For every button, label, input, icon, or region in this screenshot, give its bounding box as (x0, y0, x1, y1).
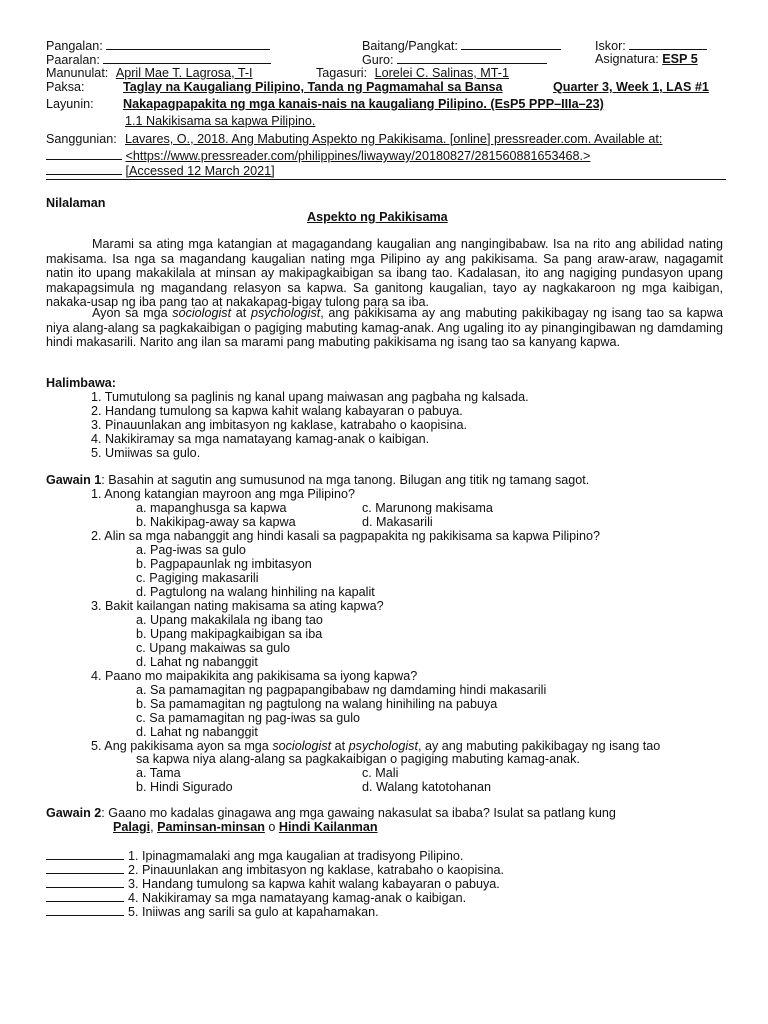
answer-blank[interactable] (46, 876, 124, 888)
asignatura-row (595, 52, 698, 66)
option-palagi: Palagi (113, 820, 151, 834)
sanggunian-line3-row (46, 163, 275, 178)
q5-sociologist: sociologist (272, 739, 332, 753)
gawain2-item (46, 904, 379, 919)
section-divider (46, 179, 726, 180)
gawain1-instruction: : Basahin at sagutin ang sumusunod na mga tanong. Bilugan ang titik ng tamang sagot. (101, 473, 590, 487)
halimbawa-item: 4. Nakikiramay sa mga namatayang kamag-anak o kaibigan. (91, 432, 430, 446)
manunulat-label: Manunulat: (46, 66, 109, 80)
pangalan-field[interactable] (106, 38, 270, 50)
q5-psychologist: psychologist (348, 739, 418, 753)
q3-option-d[interactable]: d. Lahat ng nabanggit (136, 655, 258, 669)
q3-option-b[interactable]: b. Upang makipagkaibigan sa iba (136, 627, 323, 641)
para2-at: at (231, 306, 251, 320)
layunin-label: Layunin: (46, 97, 94, 111)
paksa-label: Paksa: (46, 80, 85, 94)
manunulat-row (46, 66, 253, 80)
para2-psychologist: psychologist (250, 306, 321, 320)
paaralan-field[interactable] (103, 52, 271, 64)
layunin-value: Nakapagpapakita ng mga kanais-nais na kaugaliang Pilipino. (EsP5 PPP–IIIa–23) (123, 97, 604, 111)
gawain2-item (46, 876, 500, 891)
para2-sociologist: sociologist (172, 306, 232, 320)
answer-blank[interactable] (46, 890, 124, 902)
q4-option-b[interactable]: b. Sa pamamagitan ng pagtulong na walang hinihiling na pabuya (136, 697, 498, 711)
q5-option-d[interactable]: d. Walang katotohanan (362, 780, 492, 794)
q4-option-d[interactable]: d. Lahat ng nabanggit (136, 725, 258, 739)
q3-option-c[interactable]: c. Upang makaiwas sa gulo (136, 641, 291, 655)
answer-blank[interactable] (46, 862, 124, 874)
option-hindi-kailanman: Hindi Kailanman (278, 820, 378, 834)
iskor-row (595, 38, 707, 53)
question-5-line2: sa kapwa niya alang-alang sa pagkakaibigan o pagiging mabuting kamag-anak. (136, 752, 580, 766)
asignatura-value: ESP 5 (662, 52, 698, 66)
q1-option-b[interactable]: b. Nakikipag-away sa kapwa (136, 515, 296, 529)
baitang-label: Baitang/Pangkat: (362, 39, 458, 53)
halimbawa-item: 1. Tumutulong sa paglinis ng kanal upang maiwasan ang pagbaha ng kalsada. (91, 390, 529, 404)
gawain2-item-text: 1. Ipinagmamalaki ang mga kaugalian at tradisyong Pilipino. (128, 849, 464, 863)
answer-blank[interactable] (46, 904, 124, 916)
q5-rest: , ay ang mabuting pakikibagay ng isang tao (417, 739, 661, 753)
gawain1-instruction-row (46, 473, 589, 487)
baitang-field[interactable] (461, 38, 561, 50)
q5-option-c[interactable]: c. Mali (362, 766, 399, 780)
halimbawa-item: 2. Handang tumulong sa kapwa kahit walang kabayaran o pabuya. (91, 404, 463, 418)
question-5 (91, 739, 660, 753)
paaralan-row (46, 52, 271, 67)
asignatura-label: Asignatura: (595, 52, 659, 66)
question-4: 4. Paano mo maipakikita ang pakikisama sa iyong kapwa? (91, 669, 418, 683)
sanggunian-line2[interactable]: <https://www.pressreader.com/philippines/liwayway/20180827/281560881653468.> (125, 149, 591, 163)
baitang-row (362, 38, 561, 53)
nilalaman-title: Aspekto ng Pakikisama (307, 210, 448, 224)
guro-label: Guro: (362, 53, 394, 67)
q2-option-d[interactable]: d. Pagtulong na walang hinhiling na kapalit (136, 585, 375, 599)
q1-option-c[interactable]: c. Marunong makisama (362, 501, 493, 515)
sanggunian-line2-row (46, 148, 590, 163)
paksa-value: Taglay na Kaugaliang Pilipino, Tanda ng Pagmamahal sa Bansa (123, 80, 503, 94)
layunin-sub: 1.1 Nakikisama sa kapwa Pilipino. (125, 114, 316, 128)
gawain2-options-row (113, 820, 378, 834)
gawain2-item-text: 5. Iniiwas ang sarili sa gulo at kapahamakan. (128, 905, 379, 919)
paaralan-label: Paaralan: (46, 53, 100, 67)
para2-rest: , ang pakikisama ay ang mabuting pakikibagay ng isang tao sa kapwa niya alang-alang sa pagkakaibigan o pagiging mabuting kamag-anak. Ang ugaling ito ay pinangingibawan ng damdaming hindi makasarili. Narito ang ilan sa marami pang mabuting pakikisama ng isang tao sa kanyang kapwa. (46, 306, 724, 350)
nilalaman-paragraph-2 (46, 306, 723, 350)
nilalaman-label: Nilalaman (46, 196, 106, 210)
sanggunian-line3: [Accessed 12 March 2021] (125, 164, 275, 178)
option-separator: , (150, 820, 158, 834)
sanggunian-blank-2 (46, 163, 122, 175)
question-2: 2. Alin sa mga nabanggit ang hindi kasali sa pagpapakita ng pakikisama sa kapwa Pilipino? (91, 529, 600, 543)
halimbawa-item: 5. Umiiwas sa gulo. (91, 446, 201, 460)
halimbawa-item: 3. Pinauunlakan ang imbitasyon ng kaklase, katrabaho o kaopisina. (91, 418, 467, 432)
gawain2-item-text: 3. Handang tumulong sa kapwa kahit walang kabayaran o pabuya. (128, 877, 500, 891)
gawain2-item (46, 862, 504, 877)
iskor-label: Iskor: (595, 39, 626, 53)
quarter-value: Quarter 3, Week 1, LAS #1 (553, 80, 709, 94)
answer-blank[interactable] (46, 848, 124, 860)
tagasuri-row (316, 66, 509, 80)
q1-option-d[interactable]: d. Makasarili (362, 515, 433, 529)
gawain2-item-text: 2. Pinauunlakan ang imbitasyon ng kaklase, katrabaho o kaopisina. (128, 863, 504, 877)
halimbawa-label: Halimbawa: (46, 376, 116, 390)
gawain2-instruction: : Gaano mo kadalas ginagawa ang mga gawaing nakasulat sa ibaba? Isulat sa patlang kung (101, 806, 616, 820)
pangalan-row (46, 38, 270, 53)
gawain2-item-text: 4. Nakikiramay sa mga namatayang kamag-anak o kaibigan. (128, 891, 467, 905)
guro-row (362, 52, 547, 67)
gawain1-label: Gawain 1 (46, 473, 102, 487)
tagasuri-label: Tagasuri: (316, 66, 368, 80)
nilalaman-paragraph-1: Marami sa ating mga katangian at magagandang kaugalian ang nangingibabaw. Isa na rito ang abilidad nating makisama. Isa nga sa magandang kaugalian nating mga Pilipino ay ang pakikisama. Sa pang araw-araw, nagagamit natin ito upang makakilala at minsan ay makipagkaibigan sa ibang tao. Kadalasan, ito ang nagiging pundasyon upang makapagsimula ng magandang relasyon sa kapwa. Sa ganitong kaugalian, tayo ay nagkakaroon ng mga kaibigan, nakaka-usap ng iba pang tao at nakakapag-bigay tulong para sa iba. (46, 237, 723, 310)
iskor-field[interactable] (629, 38, 707, 50)
q4-option-c[interactable]: c. Sa pamamagitan ng pag-iwas sa gulo (136, 711, 361, 725)
manunulat-value: April Mae T. Lagrosa, T-I (115, 66, 253, 80)
gawain2-instruction-row (46, 806, 616, 820)
para2-start: Ayon sa mga (92, 306, 173, 320)
question-1: 1. Anong katangian mayroon ang mga Pilipino? (91, 487, 355, 501)
tagasuri-value: Lorelei C. Salinas, MT-1 (374, 66, 509, 80)
gawain2-item (46, 848, 463, 863)
q4-option-a[interactable]: a. Sa pamamagitan ng pagpapangibabaw ng damdaming hindi makasarili (136, 683, 547, 697)
gawain2-label: Gawain 2 (46, 806, 102, 820)
sanggunian-blank (46, 148, 122, 160)
q3-option-a[interactable]: a. Upang makakilala ng ibang tao (136, 613, 323, 627)
gawain2-item (46, 890, 466, 905)
option-separator: o (264, 820, 279, 834)
option-paminsan-minsan: Paminsan-minsan (157, 820, 265, 834)
q1-option-a[interactable]: a. mapanghusga sa kapwa (136, 501, 287, 515)
q5-option-a[interactable]: a. Tama (136, 766, 181, 780)
q2-option-b[interactable]: b. Pagpapaunlak ng imbitasyon (136, 557, 312, 571)
sanggunian-label: Sanggunian: (46, 132, 117, 146)
q2-option-a[interactable]: a. Pag-iwas sa gulo (136, 543, 246, 557)
q5-option-b[interactable]: b. Hindi Sigurado (136, 780, 233, 794)
pangalan-label: Pangalan: (46, 39, 103, 53)
guro-field[interactable] (397, 52, 547, 64)
q5-at: at (331, 739, 349, 753)
question-3: 3. Bakit kailangan nating makisama sa ating kapwa? (91, 599, 384, 613)
q2-option-c[interactable]: c. Pagiging makasarili (136, 571, 259, 585)
sanggunian-line1: Lavares, O., 2018. Ang Mabuting Aspekto ng Pakikisama. [online] pressreader.com. Available at: (125, 132, 663, 146)
q5-start: 5. Ang pakikisama ayon sa mga (91, 739, 273, 753)
